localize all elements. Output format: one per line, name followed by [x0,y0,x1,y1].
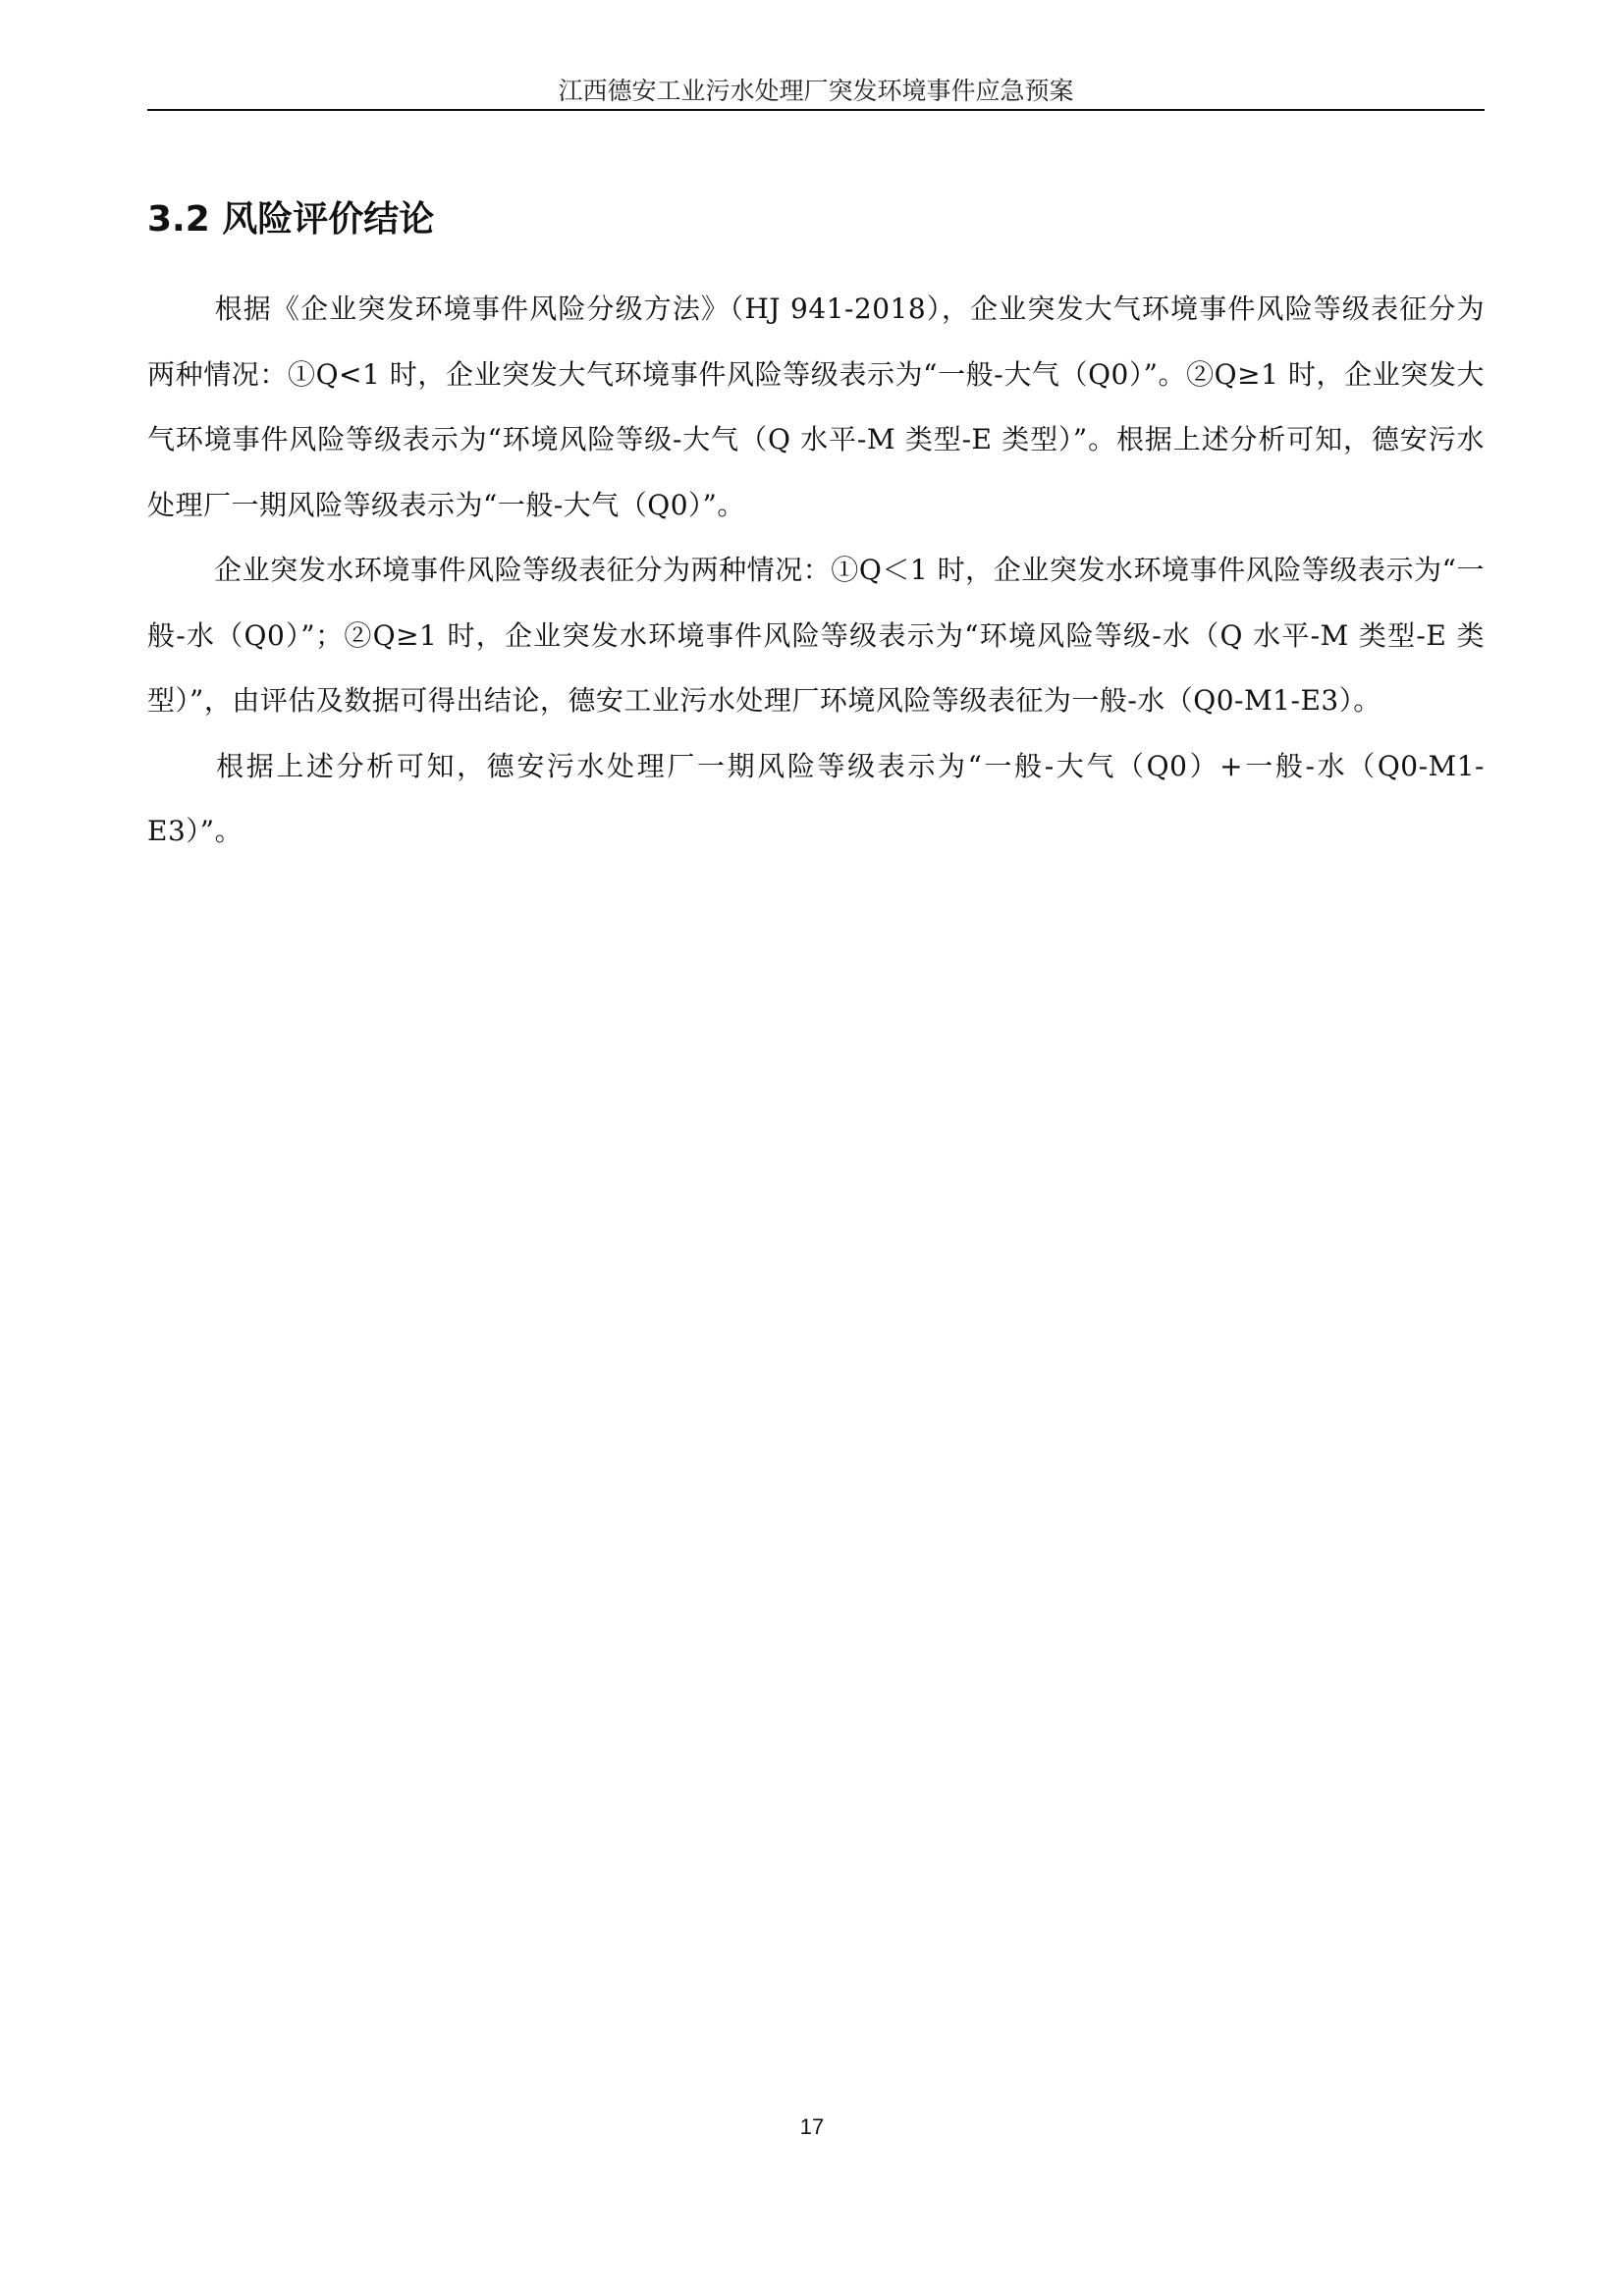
paragraph-text: 企业突发水环境事件风险等级表征分为两种情况：①Q＜1 时，企业突发水环境事件风险等级表示为“一般-水（Q0）”；②Q≥1 时，企业突发水环境事件风险等级表示为“环境风险等级-水（Q 水平-M 类型-E 类型）”，由评估及数据可得出结论，德安工业污水处理厂环境风险等级表征为一般-水（Q0-M1-E3）。 [147,554,1485,717]
section-body [147,277,1485,865]
paragraph-text: 根据上述分析可知，德安污水处理厂一期风险等级表示为“一般-大气（Q0）+一般-水（Q0-M1-E3）”。 [147,749,1485,847]
paragraph-conclusion [147,734,1485,865]
paragraph-text: 根据《企业突发环境事件风险分级方法》（HJ 941-2018），企业突发大气环境事件风险等级表征分为两种情况：①Q<1 时，企业突发大气环境事件风险等级表示为“一般-大气（Q0）”。②Q≥1 时，企业突发大气环境事件风险等级表示为“环境风险等级-大气（Q 水平-M 类型-E 类型）”。根据上述分析可知，德安污水处理厂一期风险等级表示为“一般-大气（Q0）”。 [147,293,1485,521]
document-header-title: 江西德安工业污水处理厂突发环境事件应急预案 [558,77,1074,105]
paragraph-air-risk [147,277,1485,538]
paragraph-water-risk [147,538,1485,734]
header-divider [147,109,1485,111]
page-number: 17 [799,2114,825,2139]
section-heading: 3.2 风险评价结论 [147,199,435,240]
